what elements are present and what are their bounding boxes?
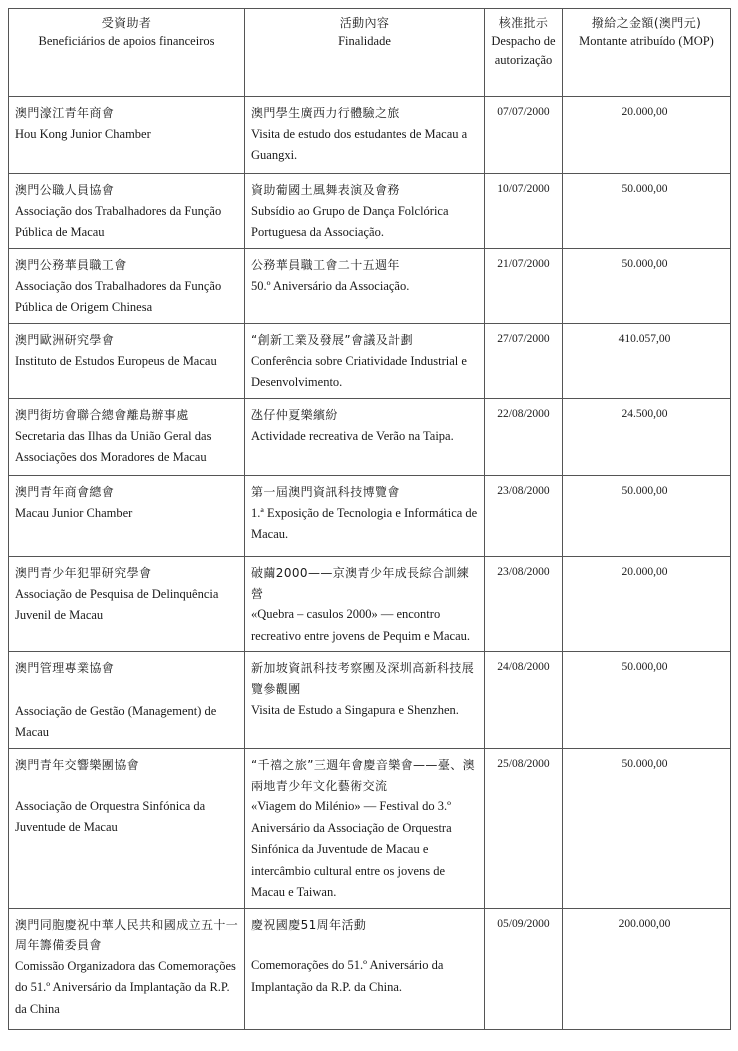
- table-header-row: [9, 9, 731, 97]
- table-row: [9, 324, 731, 399]
- amount-cell: 50.000,00: [563, 748, 731, 908]
- purpose-cell: 澳門學生廣西力行體驗之旅 Visita de estudo dos estudantes de Macau a Guangxi.: [245, 97, 485, 174]
- beneficiary-cell: 澳門街坊會聯合總會離島辦事處 Secretaria das Ilhas da União Geral das Associações dos Moradores de Macau: [9, 399, 245, 476]
- subsidy-table: [8, 8, 731, 1030]
- purpose-cell: 氹仔仲夏樂繽紛 Actividade recreativa de Verão na Taipa.: [245, 399, 485, 476]
- beneficiary-cell: 澳門同胞慶祝中華人民共和國成立五十一周年籌備委員會 Comissão Organizadora das Comemorações do 51.º Aniversário da Implantação da R.P. da China: [9, 908, 245, 1029]
- dispatch-date-cell: 27/07/2000: [485, 324, 563, 399]
- table-row: [9, 249, 731, 324]
- dispatch-date-cell: 07/07/2000: [485, 97, 563, 174]
- amount-cell: 20.000,00: [563, 557, 731, 652]
- amount-cell: 50.000,00: [563, 249, 731, 324]
- purpose-cell: 公務華員職工會二十五週年 50.º Aniversário da Associação.: [245, 249, 485, 324]
- dispatch-date-cell: 23/08/2000: [485, 476, 563, 557]
- dispatch-date-cell: 21/07/2000: [485, 249, 563, 324]
- dispatch-header: 核准批示 Despacho de autorização: [485, 9, 563, 97]
- dispatch-date-cell: 25/08/2000: [485, 748, 563, 908]
- amount-header: 撥給之金額(澳門元) Montante atribuído (MOP): [563, 9, 731, 97]
- purpose-cell: “創新工業及發展”會議及計劃 Conferência sobre Criatividade Industrial e Desenvolvimento.: [245, 324, 485, 399]
- amount-cell: 50.000,00: [563, 652, 731, 749]
- beneficiary-cell: 澳門青年交響樂團協會 Associação de Orquestra Sinfónica da Juventude de Macau: [9, 748, 245, 908]
- purpose-cell: 新加坡資訊科技考察團及深圳高新科技展覽參觀團 Visita de Estudo a Singapura e Shenzhen.: [245, 652, 485, 749]
- purpose-header: 活動內容 Finalidade: [245, 9, 485, 97]
- purpose-cell: 慶祝國慶51周年活動 Comemorações do 51.º Aniversário da Implantação da R.P. da China.: [245, 908, 485, 1029]
- amount-cell: 50.000,00: [563, 174, 731, 249]
- purpose-cell: 第一屆澳門資訊科技博覽會 1.ª Exposição de Tecnologia e Informática de Macau.: [245, 476, 485, 557]
- amount-cell: 20.000,00: [563, 97, 731, 174]
- dispatch-date-cell: 24/08/2000: [485, 652, 563, 749]
- table-row: [9, 174, 731, 249]
- beneficiary-cell: 澳門青少年犯罪研究學會 Associação de Pesquisa de Delinquência Juvenil de Macau: [9, 557, 245, 652]
- dispatch-date-cell: 23/08/2000: [485, 557, 563, 652]
- purpose-cell: 破繭2000——京澳青少年成長綜合訓練營 «Quebra – casulos 2000» — encontro recreativo entre jovens de Pequim e Macau.: [245, 557, 485, 652]
- dispatch-date-cell: 10/07/2000: [485, 174, 563, 249]
- table-row: [9, 97, 731, 174]
- dispatch-date-cell: 22/08/2000: [485, 399, 563, 476]
- amount-cell: 50.000,00: [563, 476, 731, 557]
- amount-cell: 200.000,00: [563, 908, 731, 1029]
- table-row: [9, 652, 731, 749]
- beneficiary-header: 受資助者 Beneficiários de apoios financeiros: [9, 9, 245, 97]
- table-row: [9, 908, 731, 1029]
- dispatch-date-cell: 05/09/2000: [485, 908, 563, 1029]
- table-row: [9, 399, 731, 476]
- beneficiary-cell: 澳門公職人員協會 Associação dos Trabalhadores da Função Pública de Macau: [9, 174, 245, 249]
- purpose-cell: “千禧之旅”三週年會慶音樂會——臺、澳兩地青少年文化藝術交流 «Viagem do Milénio» — Festival do 3.º Aniversário da Associação de Orquestra Sinfónica da Juventude de Macau e intercâmbio cultural entre os jovens de Macau e Taiwan.: [245, 748, 485, 908]
- table-row: [9, 748, 731, 908]
- beneficiary-cell: 澳門公務華員職工會 Associação dos Trabalhadores da Função Pública de Origem Chinesa: [9, 249, 245, 324]
- beneficiary-cell: 澳門歐洲研究學會 Instituto de Estudos Europeus de Macau: [9, 324, 245, 399]
- table-row: [9, 557, 731, 652]
- table-row: [9, 476, 731, 557]
- purpose-cell: 資助葡國土風舞表演及會務 Subsídio ao Grupo de Dança Folclórica Portuguesa da Associação.: [245, 174, 485, 249]
- amount-cell: 410.057,00: [563, 324, 731, 399]
- beneficiary-cell: 澳門濠江青年商會 Hou Kong Junior Chamber: [9, 97, 245, 174]
- beneficiary-cell: 澳門青年商會總會 Macau Junior Chamber: [9, 476, 245, 557]
- amount-cell: 24.500,00: [563, 399, 731, 476]
- beneficiary-cell: 澳門管理專業協會 Associação de Gestão (Management) de Macau: [9, 652, 245, 749]
